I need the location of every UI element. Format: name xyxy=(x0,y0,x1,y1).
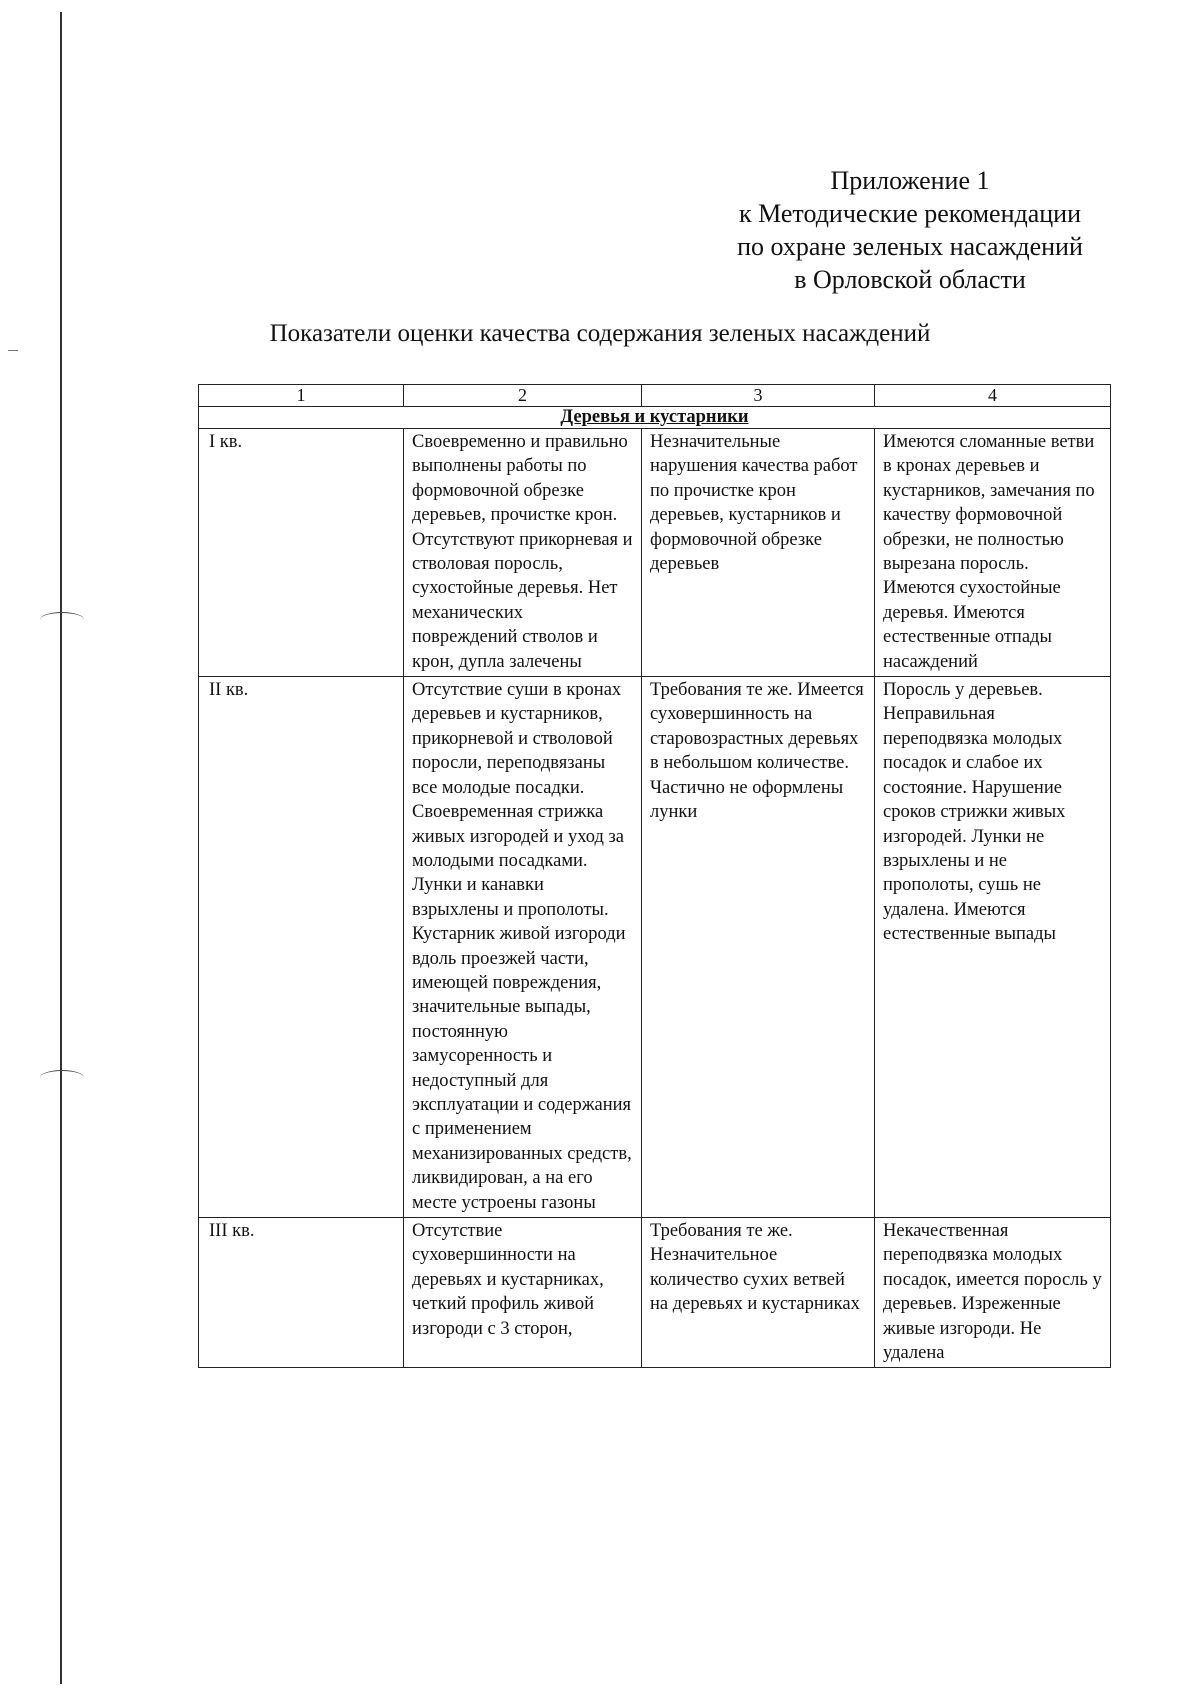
table-cell: Требования те же. Имеется суховершинность на старовозрастных деревьях в небольшом количестве. Частично не оформлены лунки xyxy=(642,677,875,1218)
table-cell: Имеются сломанные ветви в кронах деревьев и кустарников, замечания по качеству формовочной обрезки, не полностью вырезана поросль. Имеются сухостойные деревья. Имеются естественные отпады насаждений xyxy=(875,429,1111,677)
table-cell: Своевременно и правильно выполнены работы по формовочной обрезке деревьев, прочистке крон. Отсутствуют прикорневая и стволовая поросль, сухостойные деревья. Нет механических повреждений стволов и крон, дупла залечены xyxy=(404,429,642,677)
column-number: 4 xyxy=(875,385,1111,407)
table-row xyxy=(199,677,1111,1218)
appendix-header-line: к Методические рекомендации xyxy=(738,199,1082,228)
scan-edge-line xyxy=(60,12,62,1684)
table-row xyxy=(199,429,1111,677)
column-number: 2 xyxy=(404,385,642,407)
column-number: 3 xyxy=(642,385,875,407)
table-cell: Отсутствие суховершинности на деревьях и кустарниках, четкий профиль живой изгороди с 3 сторон, xyxy=(404,1218,642,1368)
column-number: 1 xyxy=(199,385,404,407)
table-cell: Некачественная переподвязка молодых посадок, имеется поросль у деревьев. Изреженные живые изгороди. Не удалена xyxy=(875,1218,1111,1368)
table-cell: Требования те же. Незначительное количество сухих ветвей на деревьях и кустарниках xyxy=(642,1218,875,1368)
punch-hole-mark xyxy=(40,612,84,627)
document-title: Показатели оценки качества содержания зеленых насаждений xyxy=(269,320,931,347)
column-number-row xyxy=(199,385,1111,407)
table-cell: Незначительные нарушения качества работ по прочистке крон деревьев, кустарников и формовочной обрезке деревьев xyxy=(642,429,875,677)
table-cell: Поросль у деревьев. Неправильная переподвязка молодых посадок и слабое их состояние. Нарушение сроков стрижки живых изгородей. Лунки не взрыхлены и не прополоты, сушь не удалена. Имеются естественные выпады xyxy=(875,677,1111,1218)
appendix-header xyxy=(640,164,1180,296)
appendix-header-line: по охране зеленых насаждений xyxy=(737,232,1083,261)
assessment-table xyxy=(198,384,1111,1368)
table-cell: Отсутствие суши в кронах деревьев и кустарников, прикорневой и стволовой поросли, переподвязаны все молодые посадки. Своевременная стрижка живых изгородей и уход за молодыми посадками. Лунки и канавки взрыхлены и прополоты. Кустарник живой изгороди вдоль проезжей части, имеющей повреждения, значительные выпады, постоянную замусоренность и недоступный для эксплуатации и содержания с применением механизированных средств, ликвидирован, а на его месте устроены газоны xyxy=(404,677,642,1218)
section-row xyxy=(199,407,1111,429)
section-heading: Деревья и кустарники xyxy=(199,407,1111,429)
table-row xyxy=(199,1218,1111,1368)
quarter-label: I кв. xyxy=(199,429,404,677)
scan-artifact xyxy=(8,350,18,351)
appendix-header-line: в Орловской области xyxy=(794,265,1026,294)
quarter-label: III кв. xyxy=(199,1218,404,1368)
appendix-header-line: Приложение 1 xyxy=(830,166,990,195)
punch-hole-mark xyxy=(40,1070,84,1085)
quarter-label: II кв. xyxy=(199,677,404,1218)
